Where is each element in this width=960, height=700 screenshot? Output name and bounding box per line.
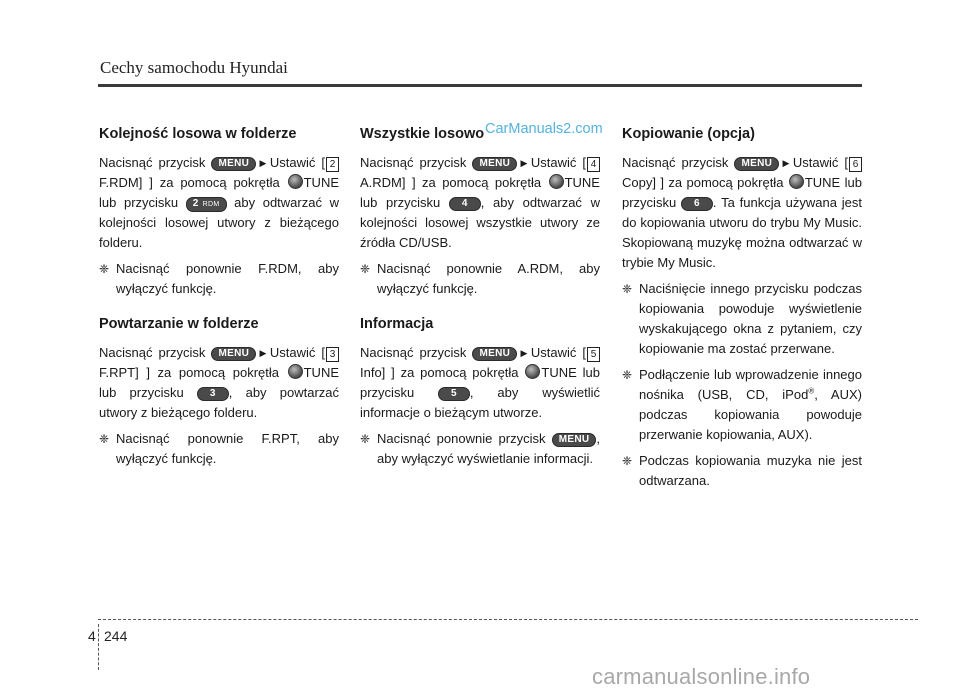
section-title-folder-random: Kolejność losowa w folderze [99,126,297,142]
section-title-all-random: Wszystkie losowo [360,126,485,142]
column-2 [360,125,600,469]
boxed-number: 4 [587,157,600,172]
arrow-right-icon: ▶ [518,348,530,358]
boxed-number: 5 [587,347,600,362]
note-icon: ❈ [99,262,110,276]
button-5: 5 [438,387,470,401]
button-3: 3 [197,387,229,401]
paragraph-folder-repeat: Nacisnąć przycisk MENU ▶Ustawić [ 3 F.RPT] ] za pomocą pokrętła TUNE lub przycisku 3 , aby powtarzać utwory z bieżącego folderu. [99,345,339,420]
note-icon: ❈ [622,368,633,382]
tune-knob-icon [789,174,804,189]
menu-button: MENU [211,157,256,171]
boxed-number: 2 [326,157,339,172]
menu-button: MENU [472,347,517,361]
menu-button: MENU [734,157,779,171]
arrow-right-icon: ▶ [518,158,530,168]
note-icon: ❈ [360,432,371,446]
rdm-button: 2 RDM [186,197,227,212]
menu-button: MENU [552,433,597,447]
paragraph-all-random: Nacisnąć przycisk MENU ▶Ustawić [ 4 A.RDM] ] za pomocą pokrętła TUNE lub przycisku 4 , aby odtwarzać w kolejności losowej wszystkie utwory ze źródła CD/USB. [360,155,600,250]
boxed-number: 3 [326,347,339,362]
menu-button: MENU [211,347,256,361]
page-header-title: Cechy samochodu Hyundai [100,58,288,77]
note-all-random: ❈ Nacisnąć ponownie A.RDM, aby wyłączyć funkcję. [360,261,600,296]
arrow-right-icon: ▶ [780,158,792,168]
tune-knob-icon [525,364,540,379]
watermark-carmanuals: CarManuals2.com [485,121,603,137]
arrow-right-icon: ▶ [257,158,269,168]
column-3 [622,125,862,491]
section-title-folder-repeat: Powtarzanie w folderze [99,316,259,332]
button-4: 4 [449,197,481,211]
menu-button: MENU [472,157,517,171]
note-info: ❈ Nacisnąć ponownie przycisk MENU , aby wyłączyć wyświetlanie informacji. [360,431,600,466]
tune-knob-icon [288,364,303,379]
tune-knob-icon [549,174,564,189]
note-icon: ❈ [360,262,371,276]
section-title-info: Informacja [360,316,434,332]
header-rule [98,84,862,87]
arrow-right-icon: ▶ [257,348,269,358]
button-6: 6 [681,197,713,211]
tune-knob-icon [288,174,303,189]
note-icon: ❈ [622,282,633,296]
note-copy-interrupt: ❈ Naciśnięcie innego przycisku podczas kopiowania powoduje wyświetlenie wyskakującego okna z pytaniem, czy kopiowanie ma zostać przerwane. [622,281,862,356]
note-copy-playback: ❈ Podczas kopiowania muzyka nie jest odtwarzana. [622,453,862,488]
column-1 [99,125,339,469]
note-icon: ❈ [622,454,633,468]
note-copy-media: ❈ Podłączenie lub wprowadzenie innego nośnika (USB, CD, iPod®, AUX) podczas kopiowania powoduje przerwanie kopiowania, AUX). [622,367,862,442]
paragraph-info: Nacisnąć przycisk MENU ▶Ustawić [ 5 Info] ] za pomocą pokrętła TUNE lub przycisku 5 , aby wyświetlić informacje o bieżącym utworze. [360,345,600,420]
paragraph-folder-random: Nacisnąć przycisk MENU ▶Ustawić [ 2 F.RDM] ] za pomocą pokrętła TUNE lub przycisku 2 RDM aby odtwarzać w kolejności losowej utwory z bieżącego folderu. [99,155,339,250]
note-folder-repeat: ❈ Nacisnąć ponownie F.RPT, aby wyłączyć funkcję. [99,431,339,466]
footer-divider [98,624,99,670]
footer-rule [98,619,918,620]
boxed-number: 6 [849,157,862,172]
note-icon: ❈ [99,432,110,446]
paragraph-copy: Nacisnąć przycisk MENU ▶Ustawić [ 6 Copy] ] za pomocą pokrętła TUNE lub przycisku 6 . Ta funkcja używana jest do kopiowania utworu do trybu My Music. Skopiowaną muzykę można odtwarzać w trybie My Music. [622,155,862,270]
footer-watermark: carmanualsonline.info [592,664,811,689]
note-folder-random: ❈ Nacisnąć ponownie F.RDM, aby wyłączyć funkcję. [99,261,339,296]
section-title-copy: Kopiowanie (opcja) [622,126,755,142]
